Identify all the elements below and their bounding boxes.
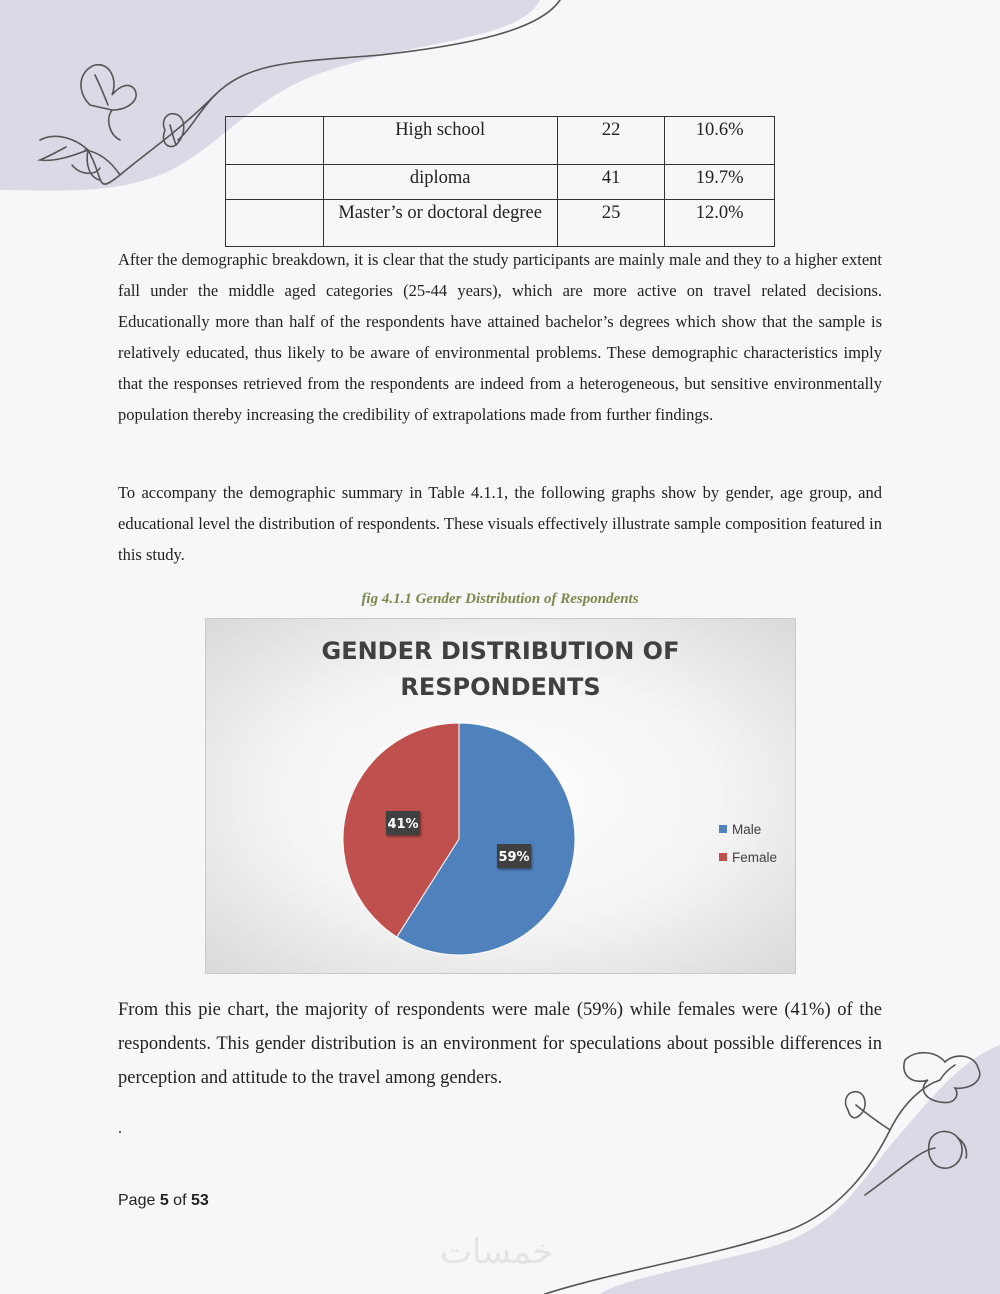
table-row — [226, 165, 775, 200]
table-row — [226, 117, 775, 165]
table-cell-group — [226, 200, 324, 247]
legend-label-female: Female — [732, 849, 778, 865]
table-cell-percent: 19.7% — [665, 165, 775, 200]
stray-period: . — [118, 1120, 122, 1137]
data-label-text: 41% — [387, 817, 419, 832]
figure-caption: fig 4.1.1 Gender Distribution of Respondents — [361, 591, 639, 607]
page-total: 53 — [190, 1192, 209, 1209]
table-cell-count: 41 — [557, 165, 665, 200]
legend-item-male — [719, 815, 777, 843]
pie-svg — [206, 619, 795, 973]
table-cell-label: Master’s or doctoral degree — [323, 200, 557, 247]
table-cell-percent: 10.6% — [665, 117, 775, 165]
table-cell-group — [226, 165, 324, 200]
watermark: خمسات — [440, 1232, 554, 1272]
table-cell-count: 25 — [557, 200, 665, 247]
table-cell-label: High school — [323, 117, 557, 165]
data-label-male — [497, 844, 531, 868]
gender-pie-chart — [205, 618, 796, 974]
page-current: 5 — [159, 1192, 169, 1209]
paragraph-pie-interpretation: From this pie chart, the majority of respondents were male (59%) while females were (41%) of the respondents. This gender distribution is an environment for speculations about possible differences in perception and attitude to the travel among genders. — [118, 1000, 882, 1088]
legend-swatch-female — [719, 853, 727, 861]
table-cell-count: 22 — [557, 117, 665, 165]
data-label-female — [386, 811, 420, 835]
legend-swatch-male — [719, 825, 727, 833]
education-table — [225, 116, 775, 247]
legend-item-female — [719, 843, 777, 871]
paragraph-graphs-intro: To accompany the demographic summary in Table 4.1.1, the following graphs show by gender, age group, and educational level the distribution of respondents. These visuals effectively illustrate sample composition featured in this study. — [118, 483, 882, 564]
paragraph-demographic-summary: After the demographic breakdown, it is clear that the study participants are mainly male and they to a higher extent fall under the middle aged categories (25-44 years), which are more active on travel related decisions. Educationally more than half of the respondents have attained bachelor’s degrees which show that the sample is relatively educated, thus likely to be aware of environmental problems. These demographic characteristics imply that the responses retrieved from the respondents are indeed from a heterogeneous, but sensitive environmentally population thereby increasing the credibility of extrapolations made from further findings. — [118, 250, 882, 424]
table-cell-group — [226, 117, 324, 165]
table-row — [226, 200, 775, 247]
legend-label-male: Male — [732, 821, 762, 837]
table-cell-percent: 12.0% — [665, 200, 775, 247]
data-label-text: 59% — [498, 850, 530, 865]
table-cell-label: diploma — [323, 165, 557, 200]
chart-title-line-1: GENDER DISTRIBUTION OF — [321, 637, 680, 665]
page-prefix: Page — [118, 1192, 160, 1209]
chart-title-line-2: RESPONDENTS — [400, 673, 601, 701]
page-of: of — [168, 1192, 191, 1209]
page-number — [118, 1192, 209, 1210]
chart-legend — [719, 815, 777, 871]
